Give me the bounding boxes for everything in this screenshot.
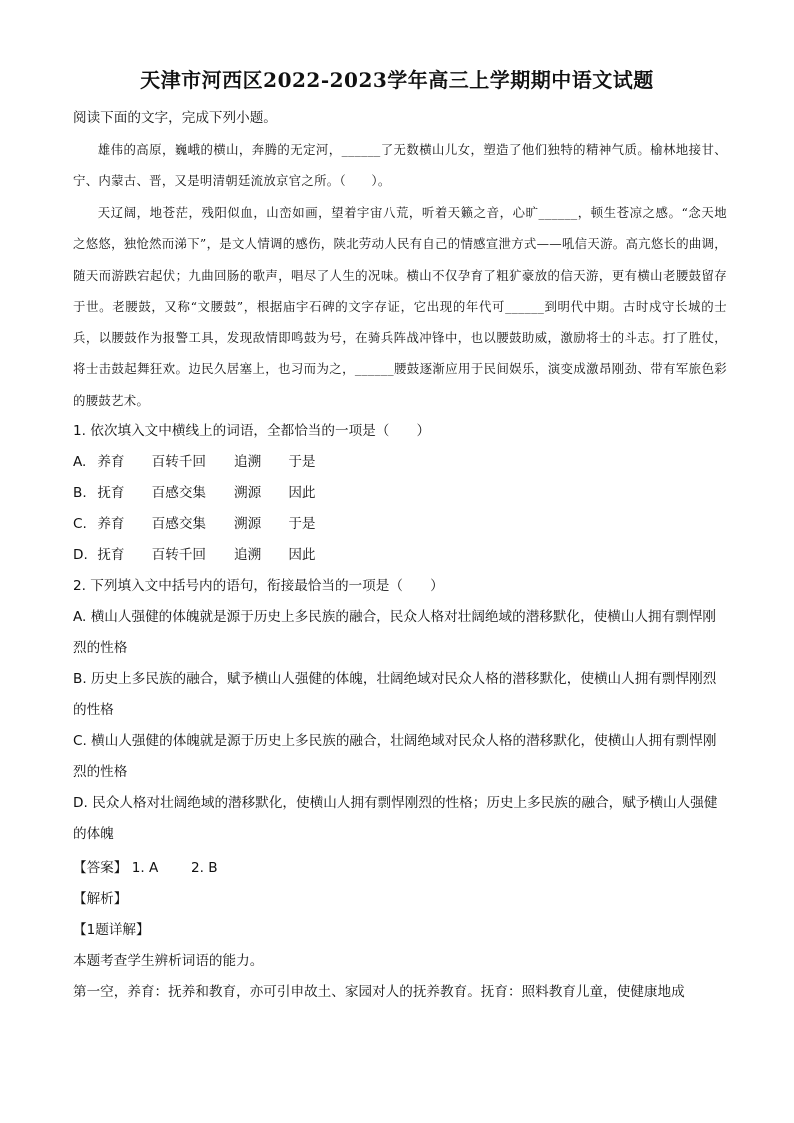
instruction-text: 阅读下面的文字，完成下列小题。: [73, 110, 277, 126]
option-word-1: 养育: [97, 516, 125, 532]
page-title: 天津市河西区2022-2023学年高三上学期期中语文试题: [140, 68, 654, 92]
q1-option-a: [73, 452, 316, 472]
option-word-4: 于是: [288, 454, 316, 470]
option-word-2: 百转千回: [151, 547, 207, 563]
detail-tag: 【1题详解】: [73, 922, 150, 938]
option-text: 民众人格对壮阔绝域的潜移默化，使横山人拥有剽悍刚烈的性格；历史上多民族的融合，赋予横山人强健的体魄: [73, 795, 718, 842]
option-word-4: 因此: [288, 547, 316, 563]
passage-paragraph-2: 天辽阔，地苍茫，残阳似血，山峦如画，望着宇宙八荒，听着天籁之音，心旷______，顿生苍凉之感。“念天地之悠悠，独怆然而涕下”，是文人情调的感伤，陕北劳动人民有自己的情感宣泄方式——吼信天游。高亢悠长的曲调，随天而游跌宕起伏；九曲回肠的歌声，唱尽了人生的况味。横山不仅孕育了粗犷豪放的信天游，更有横山老腰鼓留存于世。老腰鼓，又称“文腰鼓”，根据庙宇石碑的文字存证，它出现的年代可______到明代中期。古时戍守长城的士兵，以腰鼓作为报警工具，发现敌情即鸣鼓为号，在骑兵阵战冲锋中，也以腰鼓助威，激励将士的斗志。打了胜仗，将士击鼓起舞狂欢。边民久居塞上，也习而为之，______腰鼓逐渐应用于民间娱乐，演变成激昂刚劲、带有军旅色彩的腰鼓艺术。: [73, 205, 727, 408]
question-2-stem: 2. 下列填入文中括号内的语句，衔接最恰当的一项是（ ）: [73, 578, 444, 594]
option-label: C.: [73, 733, 87, 749]
q1-option-c: [73, 514, 316, 534]
option-word-3: 追溯: [233, 454, 262, 470]
option-label: C.: [73, 516, 87, 532]
option-label: A.: [73, 454, 87, 470]
option-word-2: 百感交集: [151, 516, 207, 532]
q2-option-b: [73, 664, 723, 726]
q2-option-c: [73, 726, 723, 788]
option-word-3: 追溯: [233, 547, 262, 563]
option-word-1: 抚育: [97, 547, 125, 563]
option-text: 横山人强健的体魄就是源于历史上多民族的融合，壮阔绝域对民众人格的潜移默化，使横山人拥有剽悍刚烈的性格: [73, 733, 717, 780]
option-word-3: 溯源: [233, 485, 262, 501]
answer-2: 2. B: [190, 860, 218, 876]
analysis-line-1: 本题考查学生辨析词语的能力。: [73, 953, 264, 969]
option-label: B.: [73, 671, 87, 687]
option-word-1: 抚育: [97, 485, 125, 501]
question-1-stem: 1. 依次填入文中横线上的词语，全都恰当的一项是（ ）: [73, 423, 431, 439]
option-word-4: 于是: [288, 516, 316, 532]
analysis-line-2: 第一空，养育：抚养和教育，亦可引申故土、家园对人的抚养教育。抚育：照料教育儿童，使健康地成: [73, 984, 685, 1000]
option-label: D.: [73, 795, 88, 811]
answer-line: [73, 858, 218, 878]
option-label: D.: [73, 547, 88, 563]
option-word-4: 因此: [288, 485, 316, 501]
option-text: 历史上多民族的融合，赋予横山人强健的体魄，壮阔绝域对民众人格的潜移默化，使横山人拥有剽悍刚烈的性格: [73, 671, 717, 718]
analysis-tag: 【解析】: [73, 891, 128, 907]
option-label: A.: [73, 609, 87, 625]
q2-option-a: [73, 602, 723, 664]
q1-option-d: [73, 545, 316, 565]
option-text: 横山人强健的体魄就是源于历史上多民族的融合，民众人格对壮阔绝域的潜移默化，使横山人拥有剽悍刚烈的性格: [73, 609, 717, 656]
option-word-3: 溯源: [233, 516, 262, 532]
option-label: B.: [73, 485, 87, 501]
option-word-2: 百转千回: [151, 454, 207, 470]
option-word-1: 养育: [97, 454, 125, 470]
q2-option-d: [73, 788, 723, 850]
passage-paragraph-1: 雄伟的高原，巍峨的横山，奔腾的无定河，______了无数横山儿女，塑造了他们独特的精神气质。榆林地接甘、宁、内蒙古、晋，又是明清朝廷流放京官之所。（ ）。: [73, 142, 727, 189]
option-word-2: 百感交集: [151, 485, 207, 501]
answer-tag: 【答案】: [73, 860, 128, 876]
q1-option-b: [73, 483, 316, 503]
answer-1: 1. A: [131, 860, 159, 876]
